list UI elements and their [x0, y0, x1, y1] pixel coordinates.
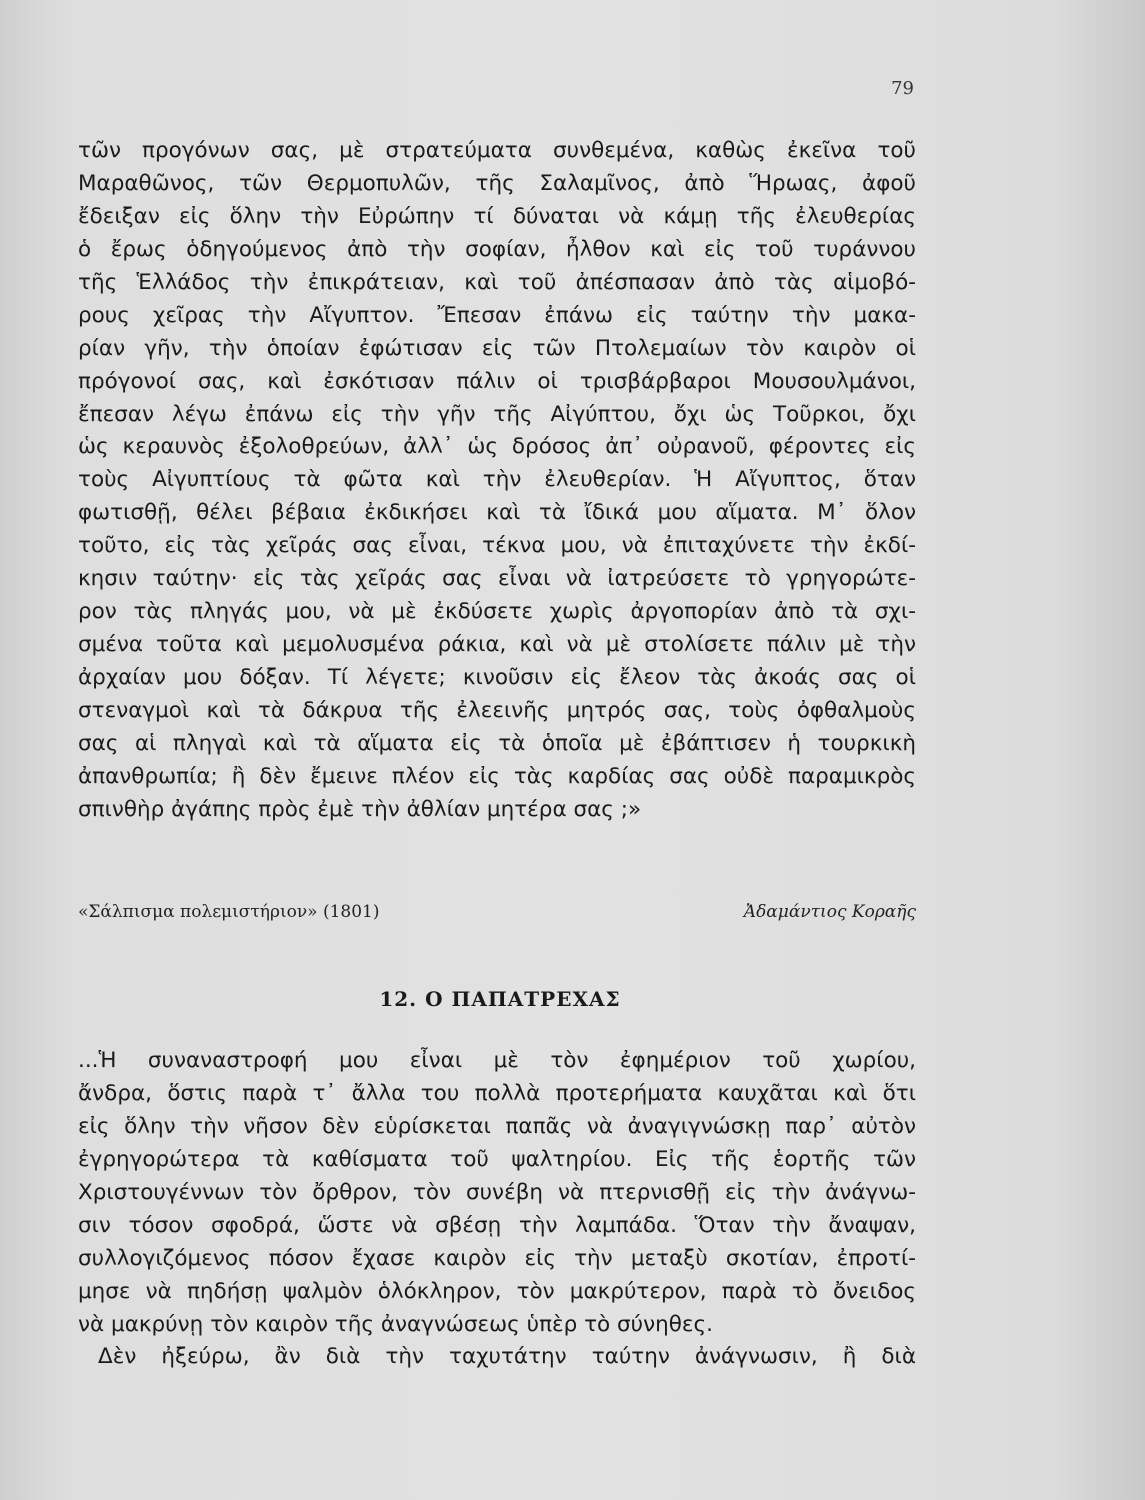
attribution-source: «Σάλπισμα πολεμιστήριον» (1801) — [78, 902, 380, 922]
text-line: πρόγονοί σας, καὶ ἐσκότισαν πάλιν οἱ τρισβάρβαροι Μουσουλμάνοι, — [78, 368, 916, 394]
text-line: συλλογιζόμενος πόσον ἔχασε καιρὸν εἰς τὴν μεταξὺ σκοτίαν, ἐπροτί- — [78, 1245, 916, 1271]
text-line: νὰ μακρύνῃ τὸν καιρὸν τῆς ἀναγνώσεως ὑπὲρ τὸ σύνηθες. — [78, 1311, 713, 1337]
text-line: σας αἱ πληγαὶ καὶ τὰ αἵματα εἰς τὰ ὁποῖα μὲ ἐβάπτισεν ἡ τουρκικὴ — [78, 730, 916, 756]
attribution-author: Ἀδαμάντιος Κοραῆς — [743, 902, 916, 922]
passage-korais — [78, 135, 916, 827]
text-line: σμένα τοῦτα καὶ μεμολυσμένα ράκια, καὶ νὰ μὲ στολίσετε πάλιν μὲ τὴν — [78, 632, 916, 658]
text-line: ὡς κεραυνὸς ἐξολοθρεύων, ἀλλ᾽ ὡς δρόσος ἀπ᾽ οὐρανοῦ, φέροντες εἰς — [78, 434, 916, 460]
text-line: στεναγμοὶ καὶ τὰ δάκρυα τῆς ἐλεεινῆς μητρός σας, τοὺς ὀφθαλμοὺς — [78, 697, 916, 723]
section-title: 12. Ο ΠΑΠΑΤΡΕΧΑΣ — [379, 987, 621, 1011]
text-line: τοῦτο, εἰς τὰς χεῖράς σας εἶναι, τέκνα μου, νὰ ἐπιταχύνετε τὴν ἐκδί- — [78, 533, 916, 559]
text-line: μησε νὰ πηδήσῃ ψαλμὸν ὁλόκληρον, τὸν μακρύτερον, παρὰ τὸ ὄνειδος — [78, 1278, 916, 1304]
text-line: ἀρχαίαν μου δόξαν. Τί λέγετε; κινοῦσιν εἰς ἔλεον τὰς ἀκοάς σας οἱ — [78, 665, 916, 690]
text-line: τοὺς Αἰγυπτίους τὰ φῶτα καὶ τὴν ἐλευθερίαν. Ἡ Αἴγυπτος, ὅταν — [78, 467, 916, 493]
text-line: Μαραθῶνος, τῶν Θερμοπυλῶν, τῆς Σαλαμῖνος, ἀπὸ Ἥρωας, ἀφοῦ — [78, 170, 916, 196]
text-line: ρον τὰς πληγάς μου, νὰ μὲ ἐκδύσετε χωρὶς ἀργοπορίαν ἀπὸ τὰ σχι- — [78, 599, 916, 625]
text-line: Δὲν ἠξεύρω, ἂν διὰ τὴν ταχυτάτην ταύτην ἀνάγνωσιν, ἢ διὰ — [98, 1344, 916, 1370]
text-line: ρους χεῖρας τὴν Αἴγυπτον. Ἔπεσαν ἐπάνω εἰς ταύτην τὴν μακα- — [78, 302, 916, 328]
text-line: ὁ ἔρως ὁδηγούμενος ἀπὸ τὴν σοφίαν, ἦλθον καὶ εἰς τοῦ τυράννου — [78, 236, 916, 262]
text-line: ρίαν γῆν, τὴν ὁποίαν ἐφώτισαν εἰς τῶν Πτολεμαίων τὸν καιρὸν οἱ — [78, 335, 916, 361]
text-line: τῆς Ἑλλάδος τὴν ἐπικράτειαν, καὶ τοῦ ἀπέσπασαν ἀπὸ τὰς αἱμοβό- — [78, 269, 916, 295]
text-line: κησιν ταύτην· εἰς τὰς χεῖράς σας εἶναι νὰ ἰατρεύσετε τὸ γρηγορώτε- — [78, 566, 916, 592]
text-line: φωτισθῇ, θέλει βέβαια ἐκδικήσει καὶ τὰ ἴδικά μου αἵματα. Μ᾽ ὅλον — [78, 500, 916, 526]
page-number: 79 — [891, 78, 914, 99]
text-line: ἔδειξαν εἰς ὅλην τὴν Εὐρώπην τί δύναται νὰ κάμῃ τῆς ἐλευθερίας — [78, 203, 916, 229]
text-line: ἔπεσαν λέγω ἐπάνω εἰς τὴν γῆν τῆς Αἰγύπτου, ὄχι ὡς Τοῦρκοι, ὄχι — [78, 401, 916, 427]
text-line: σπινθὴρ ἀγάπης πρὸς ἐμὲ τὴν ἀθλίαν μητέρα σας ;» — [78, 796, 642, 822]
text-line: εἰς ὅλην τὴν νῆσον δὲν εὑρίσκεται παπᾶς νὰ ἀναγιγνώσκῃ παρ᾽ αὐτὸν — [78, 1113, 916, 1139]
attribution — [78, 902, 916, 926]
text-line: ἐγρηγορώτερα τὰ καθίσματα τοῦ ψαλτηρίου. Εἰς τῆς ἑορτῆς τῶν — [78, 1146, 916, 1172]
text-line: ἀπανθρωπία; ἢ δὲν ἔμεινε πλέον εἰς τὰς καρδίας σας οὐδὲ παραμικρὸς — [78, 763, 916, 789]
passage-papatrechas — [78, 1045, 916, 1374]
text-line: Χριστουγέννων τὸν ὄρθρον, τὸν συνέβη νὰ πτερνισθῇ εἰς τὴν ἀνάγνω- — [78, 1179, 916, 1205]
text-line: ...Ἡ συναναστροφή μου εἶναι μὲ τὸν ἐφημέριον τοῦ χωρίου, — [78, 1048, 916, 1073]
text-line: τῶν προγόνων σας, μὲ στρατεύματα συνθεμένα, καθὼς ἐκεῖνα τοῦ — [78, 138, 916, 163]
text-line: σιν τόσον σφοδρά, ὥστε νὰ σβέσῃ τὴν λαμπάδα. Ὅταν τὴν ἄναψαν, — [78, 1212, 916, 1238]
text-line: ἄνδρα, ὅστις παρὰ τ᾽ ἄλλα του πολλὰ προτερήματα καυχᾶται καὶ ὅτι — [78, 1080, 916, 1106]
